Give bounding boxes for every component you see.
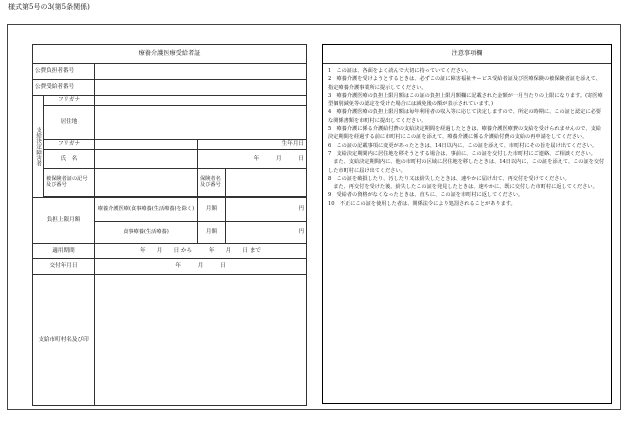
notes-panel xyxy=(322,44,612,404)
insurer-value xyxy=(226,169,307,197)
name-value xyxy=(95,150,198,169)
recipient-number-label: 公費受給者番号 xyxy=(33,80,95,96)
public-payer-number-value xyxy=(95,64,307,80)
certificate-title: 療養介護医療受給者証 xyxy=(33,45,307,64)
furigana-name-value xyxy=(95,140,198,150)
yen-meal: 円 xyxy=(226,222,307,244)
furigana-value xyxy=(95,96,307,106)
issuer-label: 支給市町村名及び印 xyxy=(33,275,95,406)
form-number-label: 様式第5号の3(第5条関係) xyxy=(8,3,90,11)
yen-medical: 円 xyxy=(226,198,307,222)
note-item: 2 療養介護を受けようとするときは、必ずこの証に障害福祉サービス受給者証及び医療保険の被保険者証を添えて、指定療養介護事業所に提示してください。 xyxy=(328,76,601,91)
recipient-number-value xyxy=(95,80,307,96)
burden-limit-label: 負担上限月額 xyxy=(33,198,95,244)
insured-card-label: 被保険者証の記号及び番号 xyxy=(44,169,95,197)
furigana-label: フリガナ xyxy=(44,96,95,106)
notes-list xyxy=(323,64,611,208)
certificate-table xyxy=(32,44,307,406)
issue-date-value: 年 月 日 xyxy=(95,259,307,275)
note-item: 5 療養介護に係る介護給付費の支給決定期間を経過したときは、療養介護医療費の支給を受けられませんので、支給決定期間を経過する前に市町村にこの証を添えて、療養介護に係る介護給付費の支給の再申請をしてください。 xyxy=(328,126,601,141)
note-item: 9 受給者の資格がなくなったときは、直ちに、この証を市町村に返してください。 xyxy=(328,192,524,199)
period-value: 年 月 日 から 年 月 日 まで xyxy=(95,244,307,259)
issuer-value xyxy=(95,275,307,406)
note-item: 1 この証は、各面をよく読んで大切に持っていてください。 xyxy=(328,68,472,74)
furigana-name-label: フリガナ xyxy=(44,140,95,150)
note-item: 7 支給決定期間内に居住地を移そうとする場合は、事前に、この証を交付した市町村にご連絡、ご相談ください。 xyxy=(328,150,596,157)
insured-card-value xyxy=(95,169,198,197)
period-label: 適用期間 xyxy=(33,244,95,259)
note-item: 10 不正にこの証を使用した者は、関係法令により処罰されることがあります。 xyxy=(328,200,516,207)
note-item: 4 療養介護医療の負担上限月額は毎年利用者の収入等に応じて決定しますので、所定の時期に、この証と認定に必要な関係書類を市町村に提出してください。 xyxy=(328,109,601,124)
public-payer-number-label: 公費負担者番号 xyxy=(33,64,95,80)
birthdate-label: 生年月日 xyxy=(198,140,307,150)
note-item: 6 この証の記載事項に変更があったときは、14日以内に、この証を添えて、市町村にその旨を届け出てください。 xyxy=(328,142,598,149)
address-value xyxy=(95,106,307,140)
insurer-label: 保険者名及び番号 xyxy=(198,169,226,197)
note-item: 8 この証を破損したり、汚したり又は紛失したときは、速やかに届け出て、再交付を受けてください。 xyxy=(328,175,570,182)
issue-date-label: 交付年月日 xyxy=(33,259,95,275)
meal-cost-label: 食事療養(生活療養) xyxy=(95,222,198,244)
monthly-label-medical: 月額 xyxy=(198,198,226,222)
address-label: 居住地 xyxy=(44,106,95,140)
note-item: また、支給決定期間内に、他の市町村の区域に居住地を移したときは、14日以内に、この証を添えて、この証を交付した市町村に届け出てください。 xyxy=(328,159,605,174)
monthly-label-meal: 月額 xyxy=(198,222,226,244)
decision-holder-label: 支給決定障害者 xyxy=(33,96,44,198)
birthdate-value: 年 月 日 xyxy=(198,150,307,169)
medical-cost-label: 療養介護医療(食事療養(生活療養)を除く) xyxy=(95,198,198,222)
note-item: また、再交付を受けた後、紛失したこの証を発見したときは、速やかに、既に交付した市町村に返してください。 xyxy=(328,184,598,191)
notes-title: 注意事項欄 xyxy=(323,45,611,64)
name-label: 氏 名 xyxy=(44,150,95,169)
note-item: 3 療養介護医療の負担上限月額はこの証の負担上限月額欄に記載された金額が一月当たりの上限になります。(寄医療型個別減免等の認定を受けた場合には減免後の額が表示されています。) xyxy=(328,92,603,108)
